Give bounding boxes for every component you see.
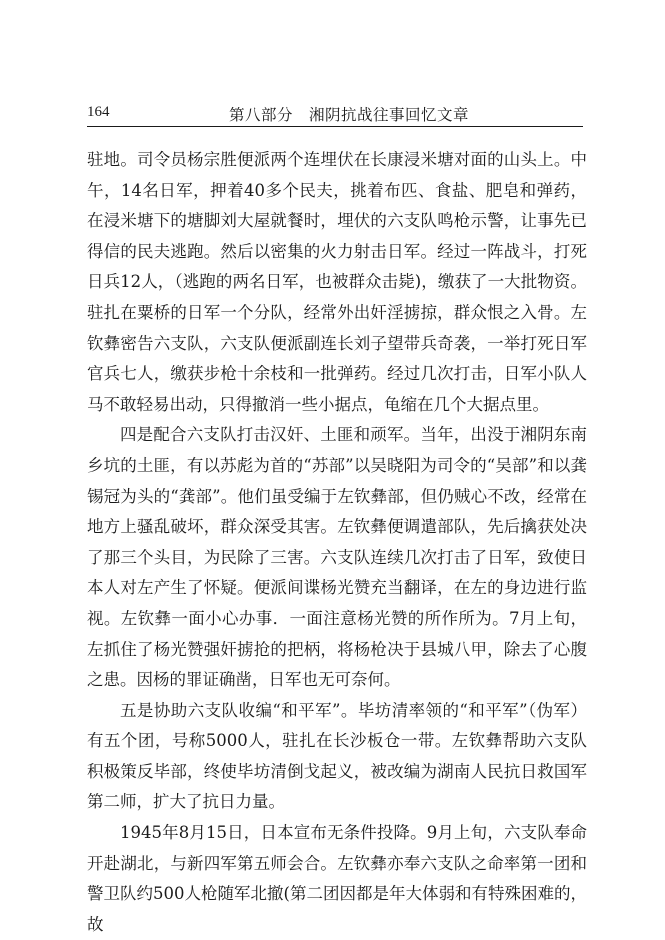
page-header	[87, 100, 583, 127]
running-title: 第八部分 湘阴抗战往事回忆文章	[229, 106, 470, 124]
paragraph: 1945年8月15日，日本宣布无条件投降。9月上旬，六支队奉命开赴湖北，与新四军第五师会合。左钦彝亦奉六支队之命率第一团和警卫队约500人枪随军北撤(第二团因都是年大体弱和有特殊困难的，故	[87, 823, 587, 934]
page-number: 164	[87, 104, 110, 120]
paragraph: 五是协助六支队收编“和平军”。毕坊清率领的“和平军”（伪军）有五个团，号称5000人，驻扎在长沙板仓一带。左钦彝帮助六支队积极策反毕部，终使毕坊清倒戈起义，被改编为湖南人民抗日救国军第二师，扩大了抗日力量。	[87, 700, 587, 812]
paragraph: 四是配合六支队打击汉奸、土匪和顽军。当年，出没于湘阴东南乡坑的土匪，有以苏彪为首的“苏部”以吴晓阳为司令的“吴部”和以龚锡冠为头的“龚部”。他们虽受编于左钦彝部，但仍贼心不改，经常在地方上骚乱破坏，群众深受其害。左钦彝便调遣部队，先后擒获处决了那三个头目，为民除了三害。六支队连续几次打击了日军，致使日本人对左产生了怀疑。便派间谍杨光赞充当翻译，在左的身边进行监视。左钦彝一面小心办事．一面注意杨光赞的所作所为。7月上旬，左抓住了杨光赞强奸掳抢的把柄，将杨枪决于县城八甲，除去了心腹之患。因杨的罪证确凿，日军也无可奈何。	[87, 425, 587, 690]
body-text	[87, 145, 587, 940]
paragraph: 驻地。司令员杨宗胜便派两个连埋伏在长康浸米塘对面的山头上。中午，14名日军，押着40多个民夫，挑着布匹、食盐、肥皂和弹药，在浸米塘下的塘脚刘大屋就餐时，埋伏的六支队鸣枪示警，让事先已得信的民夫逃跑。然后以密集的火力射击日军。经过一阵战斗，打死日兵12人，（逃跑的两名日军，也被群众击毙)，缴获了一大批物资。驻扎在粟桥的日军一个分队，经常外出奸淫掳掠，群众恨之入骨。左钦彝密告六支队，六支队便派副连长刘子望带兵奇袭，一举打死日军官兵七人，缴获步枪十余枝和一批弹药。经过几次打击，日军小队人马不敢轻易出动，只得撤消一些小据点，龟缩在几个大据点里。	[87, 150, 587, 414]
